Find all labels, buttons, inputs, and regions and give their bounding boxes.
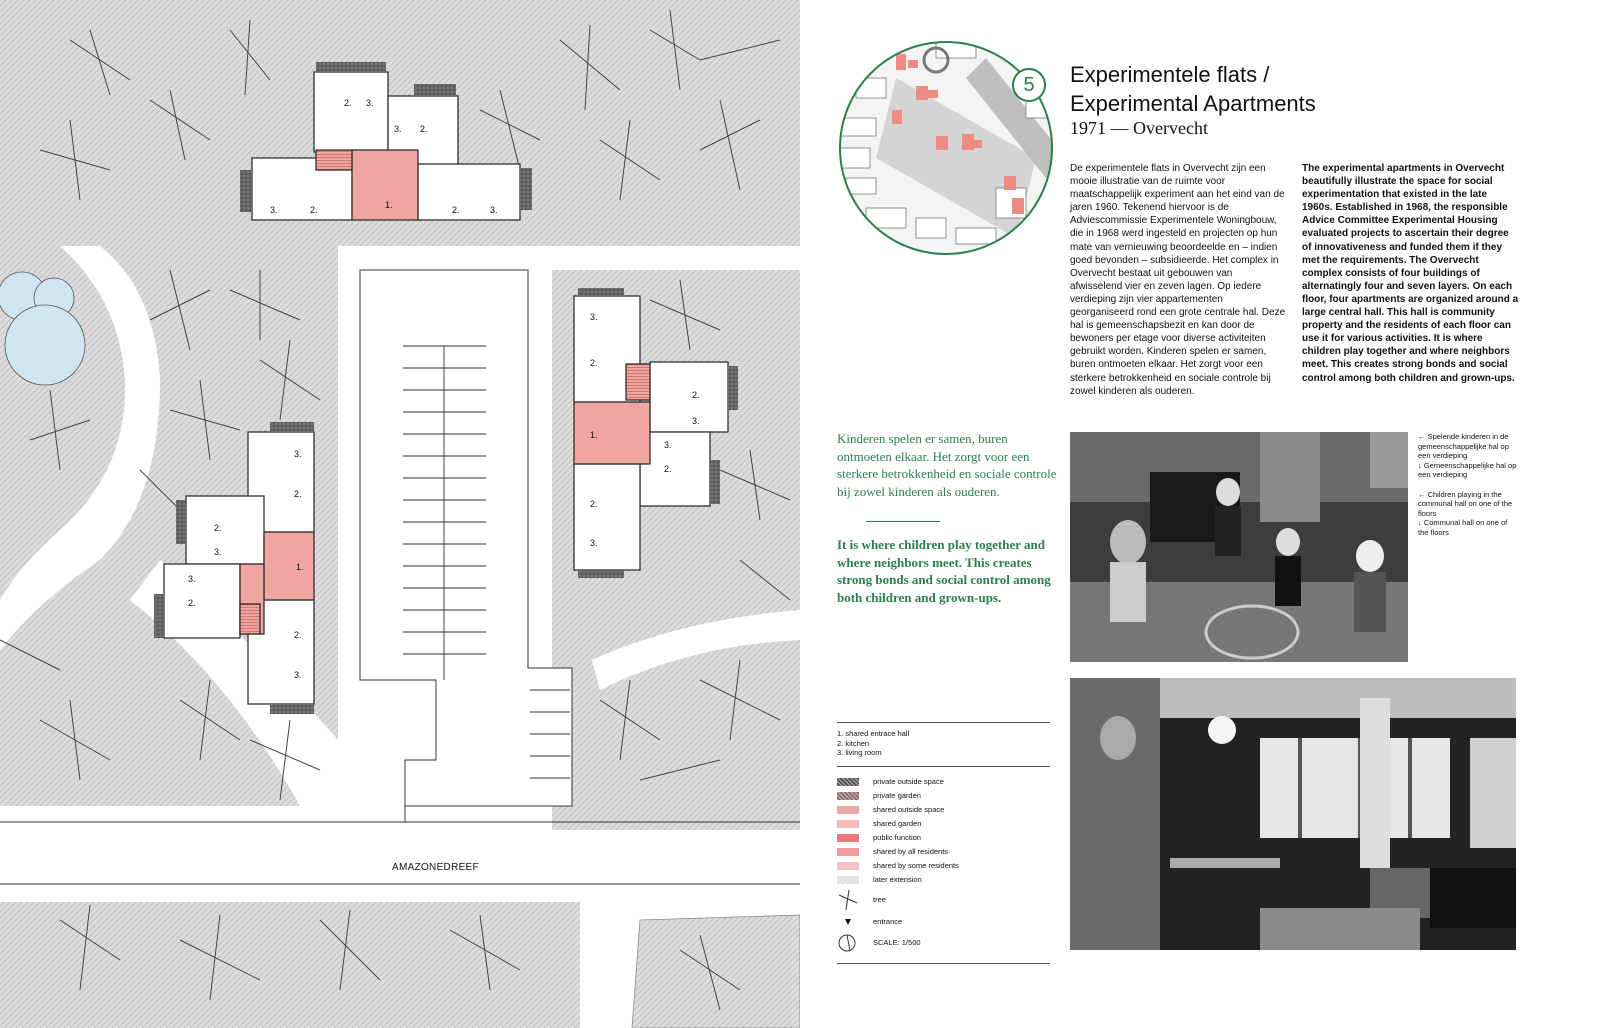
legend-item-tree: tree [837, 887, 1050, 913]
legend-room-hall: 1. shared entrace hall [837, 729, 910, 738]
legend-swatch [837, 876, 859, 884]
room-label: 3. [394, 124, 402, 134]
body-text-dutch: De experimentele flats in Overvecht zijn een mooie illustratie van de ruimte voor maatschappelijk experiment aan het eind van de jaren 1960. Tekenend hiervoor is de Adviescommissie Experimentele Woningbouw, die in 1968 werd ingesteld en projecten op hun mate van vernieuwing beoordeelde en – indien goed bevonden – subsidieerde. Het complex in Overvecht bestaat uit gebouwen van afwisselend vier en zeven lagen. Op iedere verdieping zijn vier appartementen georganiseerd rond een grote centrale hal. Deze hal is gemeenschapsbezit en kan door de bewoners per etage voor diverse activiteiten gebruikt worden. Kinderen spelen er samen, buren ontmoeten elkaar. Het zorgt voor een sterkere betrokkenheid en sociale controle bij zowel kinderen als ouderen. [1070, 163, 1286, 397]
room-label: 2. [188, 598, 196, 608]
room-label: 3. [590, 538, 598, 548]
room-label: 2. [692, 390, 700, 400]
room-label: 2. [310, 205, 318, 215]
legend-swatch [837, 848, 859, 856]
page-title [1070, 60, 1316, 118]
room-label: 3. [214, 547, 222, 557]
legend-item-scale: SCALE: 1/500 [837, 931, 1050, 955]
room-label: 2. [344, 98, 352, 108]
legend-swatch [837, 834, 859, 842]
room-label: 2. [590, 499, 598, 509]
legend-item: later extension [837, 873, 1050, 887]
room-label: 1. [590, 430, 598, 440]
legend-room-living: 3. living room [837, 748, 882, 757]
room-label: 2. [452, 205, 460, 215]
room-label: 3. [490, 205, 498, 215]
tree-icon [837, 889, 859, 911]
room-label: 3. [294, 670, 302, 680]
caption-en-2: ↓ Communal hall on one of the floors [1418, 518, 1508, 537]
photo-captions [1418, 432, 1518, 547]
title-line-nl: Experimentele flats / [1070, 62, 1270, 87]
legend-swatch [837, 820, 859, 828]
legend-swatch [837, 778, 859, 786]
legend-item: shared by some residents [837, 859, 1050, 873]
room-label: 3. [590, 312, 598, 322]
legend-swatch [837, 862, 859, 870]
legend-room-kitchen: 2. kitchen [837, 738, 870, 748]
room-label: 3. [188, 574, 196, 584]
text-page [800, 0, 1600, 1028]
caption-nl-1: ← Spelende kinderen in de gemeenschappelijke hal op een verdieping [1418, 432, 1509, 460]
room-label: 3. [270, 205, 278, 215]
quote-divider [866, 521, 940, 522]
room-label: 2. [214, 523, 222, 533]
ground-south [0, 902, 580, 1028]
project-number-badge: 5 [1012, 68, 1046, 102]
legend-swatch [837, 792, 859, 800]
pull-quote-dutch: Kinderen spelen er samen, buren ontmoeten elkaar. Het zorgt voor een sterkere betrokkenheid en sociale controle bij zowel kinderen als ouderen. [837, 431, 1057, 499]
room-label: 1. [385, 200, 393, 210]
room-label: 3. [664, 440, 672, 450]
legend-item: shared garden [837, 817, 1050, 831]
entrance-arrow-icon [837, 917, 859, 927]
room-label: 2. [420, 124, 428, 134]
caption-nl-2: ↓ Gemeenschappelijke hal op een verdieping [1418, 460, 1517, 479]
ground-southeast [632, 915, 800, 1028]
room-label: 1. [296, 562, 304, 572]
page-subtitle: 1971 — Overvecht [1070, 118, 1208, 138]
room-label: 3. [366, 98, 374, 108]
road-label: AMAZONEDREEF [392, 862, 479, 873]
legend-swatch [837, 806, 859, 814]
room-label: 2. [590, 358, 598, 368]
legend-item: shared outside space [837, 803, 1050, 817]
caption-en-1: ← Children playing in the communal hall on one of the floors [1418, 489, 1513, 518]
room-label: 2. [664, 464, 672, 474]
legend [837, 722, 1050, 964]
legend-item: public function [837, 831, 1050, 845]
room-label: 2. [294, 489, 302, 499]
pull-quote-english: It is where children play together and where neighbors meet. This creates strong bonds and social control among both children and grown-ups. [837, 537, 1051, 605]
north-scale-icon [837, 933, 859, 953]
room-label: 3. [294, 449, 302, 459]
legend-item-entrance: entrance [837, 913, 1050, 931]
legend-item: private garden [837, 789, 1050, 803]
photo-communal-hall [1070, 678, 1516, 950]
legend-item: shared by all residents [837, 845, 1050, 859]
legend-item: private outside space [837, 775, 1050, 789]
room-label: 3. [692, 416, 700, 426]
title-line-en: Experimental Apartments [1070, 91, 1316, 116]
body-text-english: The experimental apartments in Overvecht beautifully illustrate the space for social experimentation that existed in the late 1960s. Established in 1968, the responsible Advice Committee Experimental Housing evaluated projects to ascertain their degree of innovativeness and funded them if they met the requirements. The Overvecht complex consists of four buildings of alternatingly four and seven layers. On each floor, four apartments are organized around a large central hall. This hall is community property and the residents of each floor can use it for various activities. It is where children play together and where neighbors meet. This creates strong bonds and social control among both children and grown-ups. [1302, 163, 1519, 384]
photo-children-playing [1070, 432, 1408, 662]
room-label: 2. [294, 630, 302, 640]
